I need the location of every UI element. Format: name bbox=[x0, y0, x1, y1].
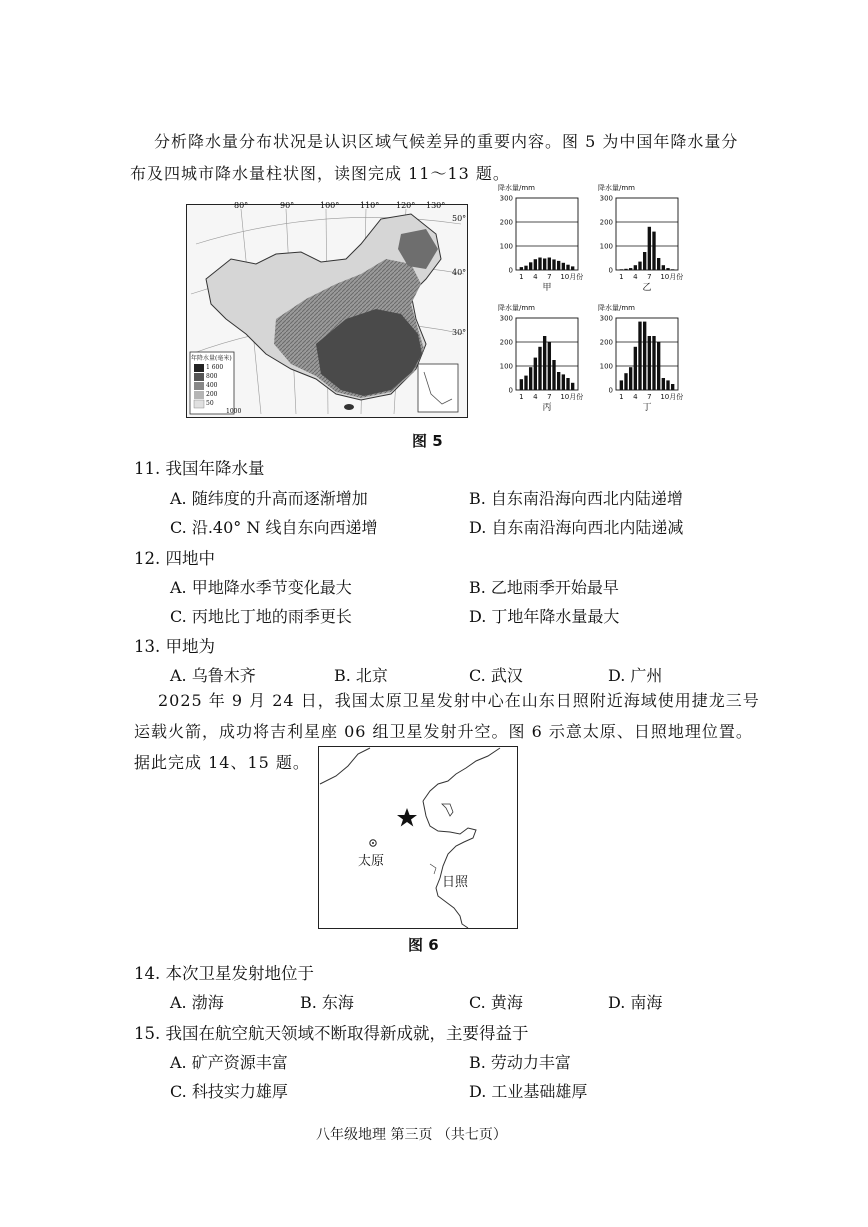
map-lon-label: 90° bbox=[280, 201, 295, 210]
question-12-stem: 12. 四地中 bbox=[134, 549, 215, 568]
chart-bar bbox=[552, 360, 555, 390]
chart-series-name: 乙 bbox=[642, 283, 652, 293]
intro-paragraph-2-line-3: 据此完成 14、15 题。 bbox=[134, 753, 310, 772]
chart-ytick-label: 0 bbox=[508, 386, 513, 395]
map-lon-label: 100° bbox=[320, 201, 340, 210]
question-13-option-a[interactable]: A. 乌鲁木齐 bbox=[170, 666, 256, 685]
chart-bar bbox=[624, 373, 627, 390]
page-footer: 八年级地理 第三页 （共七页） bbox=[316, 1127, 507, 1143]
chart-ytick-label: 100 bbox=[599, 362, 613, 371]
chart-bar bbox=[662, 265, 665, 270]
chart-ytick-label: 100 bbox=[499, 242, 513, 251]
question-13-stem: 13. 甲地为 bbox=[134, 637, 215, 656]
question-12-option-c[interactable]: C. 丙地比丁地的雨季更长 bbox=[170, 607, 352, 626]
chart-bar bbox=[657, 258, 660, 270]
chart-ytick-label: 0 bbox=[608, 386, 613, 395]
chart-xtick-label: 10月份 bbox=[560, 273, 584, 281]
chart-ylabel: 降水量/mm bbox=[598, 304, 635, 312]
chart-bar bbox=[538, 258, 541, 270]
chart-frame bbox=[516, 198, 578, 270]
bar-chart-3 bbox=[498, 303, 583, 413]
chart-ylabel: 降水量/mm bbox=[598, 184, 635, 192]
question-11-option-b[interactable]: B. 自东南沿海向西北内陆递增 bbox=[469, 489, 683, 508]
question-14-option-a[interactable]: A. 渤海 bbox=[170, 993, 224, 1012]
chart-ytick-label: 300 bbox=[499, 194, 513, 203]
question-12-option-b[interactable]: B. 乙地雨季开始最早 bbox=[469, 578, 619, 597]
chart-ylabel: 降水量/mm bbox=[498, 304, 535, 312]
chart-bar bbox=[520, 267, 523, 270]
taiyuan-rizhao-map bbox=[318, 746, 518, 929]
map-scale-label: 1000 bbox=[226, 408, 242, 415]
chart-xtick-label: 4 bbox=[533, 393, 538, 401]
chart-ytick-label: 100 bbox=[599, 242, 613, 251]
chart-xtick-label: 4 bbox=[633, 393, 638, 401]
chart-bar bbox=[543, 258, 546, 270]
bar-chart-1 bbox=[498, 183, 583, 293]
chart-bar bbox=[643, 252, 646, 270]
chart-bar bbox=[548, 342, 551, 390]
bar-chart-4 bbox=[598, 303, 683, 413]
question-11-stem: 11. 我国年降水量 bbox=[134, 459, 265, 478]
question-13-option-b[interactable]: B. 北京 bbox=[334, 666, 388, 685]
chart-bar bbox=[638, 262, 641, 270]
chart-ytick-label: 200 bbox=[599, 338, 613, 347]
chart-xtick-label: 10月份 bbox=[560, 393, 584, 401]
chart-ytick-label: 300 bbox=[499, 314, 513, 323]
chart-bar bbox=[552, 259, 555, 270]
map-legend-value: 400 bbox=[206, 382, 218, 389]
chart-xtick-label: 10月份 bbox=[660, 393, 684, 401]
question-15-option-d[interactable]: D. 工业基础雄厚 bbox=[469, 1082, 588, 1101]
chart-bar bbox=[671, 384, 674, 390]
chart-bar bbox=[534, 259, 537, 270]
chart-bar bbox=[643, 322, 646, 390]
chart-xtick-label: 7 bbox=[647, 393, 652, 401]
chart-bar bbox=[638, 322, 641, 390]
chart-bar bbox=[634, 265, 637, 270]
question-15-stem: 15. 我国在航空航天领域不断取得新成就，主要得益于 bbox=[134, 1024, 529, 1043]
chart-bar bbox=[529, 367, 532, 390]
chart-bar bbox=[620, 380, 623, 390]
chart-bar bbox=[520, 379, 523, 390]
chart-xtick-label: 7 bbox=[647, 273, 652, 281]
chart-bar bbox=[657, 342, 660, 390]
chart-bar bbox=[629, 268, 632, 270]
map-lat-label: 50° bbox=[452, 214, 467, 223]
map-lon-label: 80° bbox=[234, 201, 249, 210]
chart-series-name: 甲 bbox=[542, 283, 552, 293]
chart-bar bbox=[543, 336, 546, 390]
chart-bar bbox=[629, 367, 632, 390]
chart-bar bbox=[620, 269, 623, 270]
chart-xtick-label: 7 bbox=[547, 393, 552, 401]
chart-ytick-label: 200 bbox=[499, 338, 513, 347]
question-14-option-b[interactable]: B. 东海 bbox=[300, 993, 354, 1012]
chart-ytick-label: 200 bbox=[499, 218, 513, 227]
rizhao-label: 日照 bbox=[442, 875, 469, 890]
chart-bar bbox=[652, 336, 655, 390]
intro-paragraph-2-line-2: 运载火箭，成功将吉利星座 06 组卫星发射升空。图 6 示意太原、日照地理位置。 bbox=[134, 722, 753, 741]
chart-xtick-label: 1 bbox=[619, 393, 624, 401]
question-11-option-c[interactable]: C. 沿.40° N 线自东向西递增 bbox=[170, 518, 378, 537]
chart-xtick-label: 4 bbox=[533, 273, 538, 281]
question-14-option-c[interactable]: C. 黄海 bbox=[469, 993, 523, 1012]
chart-bar bbox=[571, 266, 574, 270]
intro-paragraph-1-line-1: 分析降水量分布状况是认识区域气候差异的重要内容。图 5 为中国年降水量分 bbox=[154, 132, 739, 151]
chart-bar bbox=[566, 265, 569, 270]
question-12-option-d[interactable]: D. 丁地年降水量最大 bbox=[469, 607, 620, 626]
chart-series-name: 丁 bbox=[642, 403, 652, 413]
question-15-option-b[interactable]: B. 劳动力丰富 bbox=[469, 1053, 571, 1072]
question-15-option-a[interactable]: A. 矿产资源丰富 bbox=[170, 1053, 288, 1072]
chart-bar bbox=[648, 227, 651, 270]
taiyuan-label: 太原 bbox=[358, 854, 385, 869]
map-legend-value: 50 bbox=[206, 400, 214, 407]
chart-frame bbox=[616, 198, 678, 270]
bar-chart-2 bbox=[598, 183, 683, 293]
question-15-option-c[interactable]: C. 科技实力雄厚 bbox=[170, 1082, 288, 1101]
map-lon-label: 120° bbox=[396, 201, 416, 210]
map-lat-label: 40° bbox=[452, 268, 467, 277]
chart-ytick-label: 0 bbox=[508, 266, 513, 275]
chart-xtick-label: 1 bbox=[519, 273, 524, 281]
chart-xtick-label: 1 bbox=[619, 273, 624, 281]
chart-bar bbox=[566, 378, 569, 390]
chart-bar bbox=[562, 263, 565, 270]
chart-bar bbox=[557, 372, 560, 390]
chart-bar bbox=[538, 347, 541, 390]
chart-ytick-label: 100 bbox=[499, 362, 513, 371]
question-13-option-c[interactable]: C. 武汉 bbox=[469, 666, 523, 685]
chart-bar bbox=[666, 380, 669, 390]
chart-xtick-label: 4 bbox=[633, 273, 638, 281]
question-12-option-a[interactable]: A. 甲地降水季节变化最大 bbox=[170, 578, 352, 597]
figure-6-caption: 图 6 bbox=[408, 936, 439, 954]
map-legend-value: 800 bbox=[206, 373, 218, 380]
intro-paragraph-1-line-2: 布及四城市降水量柱状图，读图完成 11～13 题。 bbox=[130, 164, 510, 183]
question-13-option-d[interactable]: D. 广州 bbox=[608, 666, 663, 685]
chart-bar bbox=[524, 376, 527, 390]
map-legend-title: 年降水量(毫米) bbox=[191, 355, 232, 362]
chart-bar bbox=[571, 383, 574, 390]
question-14-stem: 14. 本次卫星发射地位于 bbox=[134, 964, 314, 983]
chart-ytick-label: 300 bbox=[599, 314, 613, 323]
map-legend-value: 200 bbox=[206, 391, 218, 398]
china-precipitation-map bbox=[186, 201, 468, 418]
chart-xtick-label: 7 bbox=[547, 273, 552, 281]
map-lon-label: 110° bbox=[360, 201, 380, 210]
chart-bar bbox=[529, 262, 532, 270]
chart-bar bbox=[634, 347, 637, 390]
chart-bar bbox=[524, 266, 527, 270]
chart-bar bbox=[624, 269, 627, 270]
chart-bar bbox=[671, 269, 674, 270]
intro-paragraph-2-line-1: 2025 年 9 月 24 日，我国太原卫星发射中心在山东日照附近海域使用捷龙三号 bbox=[158, 691, 760, 710]
chart-bar bbox=[562, 374, 565, 390]
chart-series-name: 丙 bbox=[542, 403, 552, 413]
chart-bar bbox=[666, 268, 669, 270]
precipitation-bar-charts bbox=[488, 178, 708, 428]
map-legend-value: 1 600 bbox=[206, 364, 224, 371]
chart-ytick-label: 300 bbox=[599, 194, 613, 203]
question-14-option-d[interactable]: D. 南海 bbox=[608, 993, 663, 1012]
question-11-option-d[interactable]: D. 自东南沿海向西北内陆递减 bbox=[469, 518, 684, 537]
chart-ytick-label: 0 bbox=[608, 266, 613, 275]
chart-ylabel: 降水量/mm bbox=[498, 184, 535, 192]
question-11-option-a[interactable]: A. 随纬度的升高而逐渐增加 bbox=[170, 489, 368, 508]
chart-bar bbox=[652, 232, 655, 270]
map-lat-label: 30° bbox=[452, 328, 467, 337]
chart-xtick-label: 10月份 bbox=[660, 273, 684, 281]
chart-bar bbox=[534, 358, 537, 390]
chart-bar bbox=[548, 258, 551, 270]
chart-bar bbox=[648, 336, 651, 390]
chart-ytick-label: 200 bbox=[599, 218, 613, 227]
map-lon-label: 130° bbox=[426, 201, 446, 210]
figure-5-caption: 图 5 bbox=[412, 432, 443, 450]
chart-xtick-label: 1 bbox=[519, 393, 524, 401]
chart-bar bbox=[557, 261, 560, 270]
chart-bar bbox=[662, 378, 665, 390]
